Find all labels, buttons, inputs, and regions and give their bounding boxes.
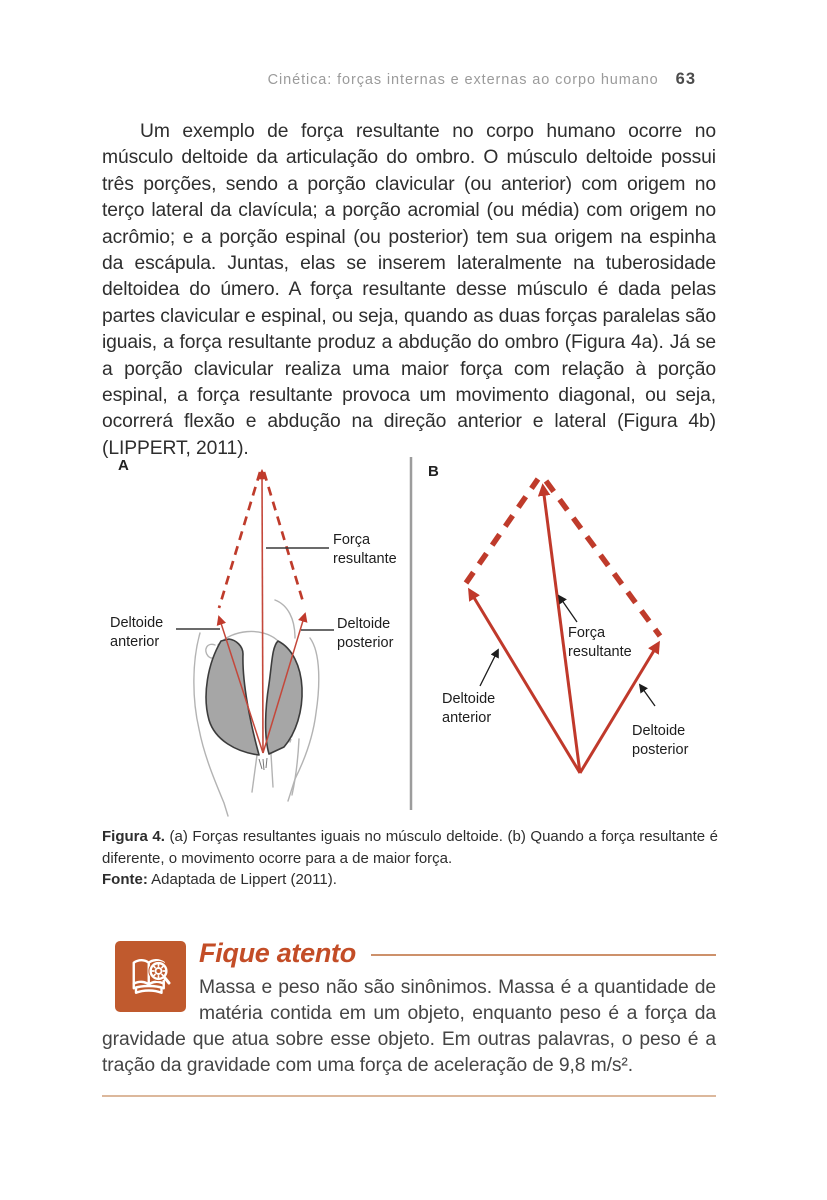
label-resultant-a: Força resultante xyxy=(333,532,397,567)
bottom-rule xyxy=(102,1095,716,1097)
label-anterior-b: Deltoide anterior xyxy=(442,691,496,726)
tendon-hatching xyxy=(259,758,267,770)
note-title: Fique atento xyxy=(199,937,356,968)
running-head: Cinética: forças internas e externas ao corpo humano xyxy=(267,72,659,88)
source-lead: Fonte: xyxy=(102,871,148,888)
caption-lead: Figura 4. xyxy=(102,828,165,845)
title-rule xyxy=(371,954,716,956)
figure-4 xyxy=(102,447,714,817)
page-number: 63 xyxy=(675,70,696,88)
source-text: Adaptada de Lippert (2011). xyxy=(147,871,337,888)
label-posterior-a: Deltoide posterior xyxy=(337,616,394,651)
panel-b-letter: B xyxy=(428,463,439,480)
fique-atento-callout xyxy=(102,934,716,1097)
label-posterior-b: Deltoide posterior xyxy=(632,723,689,758)
book-magnifier-icon xyxy=(115,941,186,1012)
note-title-row xyxy=(199,934,716,972)
label-anterior-a: Deltoide anterior xyxy=(110,615,164,650)
body-paragraph: Um exemplo de força resultante no corpo humano ocorre no músculo deltoide da articulação do ombro. O músculo deltoide possui três porções, sendo a porção clavicular (ou anterior) com origem no terço lateral da clavícula; a porção acromial (ou média) com origem no acrômio; e a porção espinal (ou posterior) tem sua origem na espinha da escápula. Juntas, elas se inserem lateralmente na tuberosidade deltoidea do úmero. A força resultante desse músculo é dada pelas partes clavicular e espinal, ou seja, quando as duas forças paralelas são iguais, a força resultante produz a abdução do ombro (Figura 4a). Já se a porção clavicular realiza uma maior força com relação à porção espinal, a força resultante provoca um movimento diagonal, ou seja, ocorrerá flexão e abdução na direção anterior e lateral (Figura 4b) (LIPPERT, 2011). xyxy=(102,121,716,459)
pointer-lines-a xyxy=(176,548,334,630)
figure-caption xyxy=(102,826,718,891)
page-header xyxy=(102,70,696,89)
note-text: Massa e peso não são sinônimos. Massa é a quantidade de matéria contida em um objeto, enquanto peso é a força da gravidade que atua sobre esse objeto. Em outras palavras, o peso é a tração da gravidade com uma força de aceleração de 9,8 m/s². xyxy=(102,977,716,1076)
caption-text: (a) Forças resultantes iguais no músculo deltoide. (b) Quando a força resultante é diferente, o movimento ocorre para a de maior força. xyxy=(102,828,718,867)
panel-a-letter: A xyxy=(118,457,129,474)
label-resultant-b: Força resultante xyxy=(568,625,632,660)
deltoid-muscle-shapes xyxy=(206,639,302,755)
